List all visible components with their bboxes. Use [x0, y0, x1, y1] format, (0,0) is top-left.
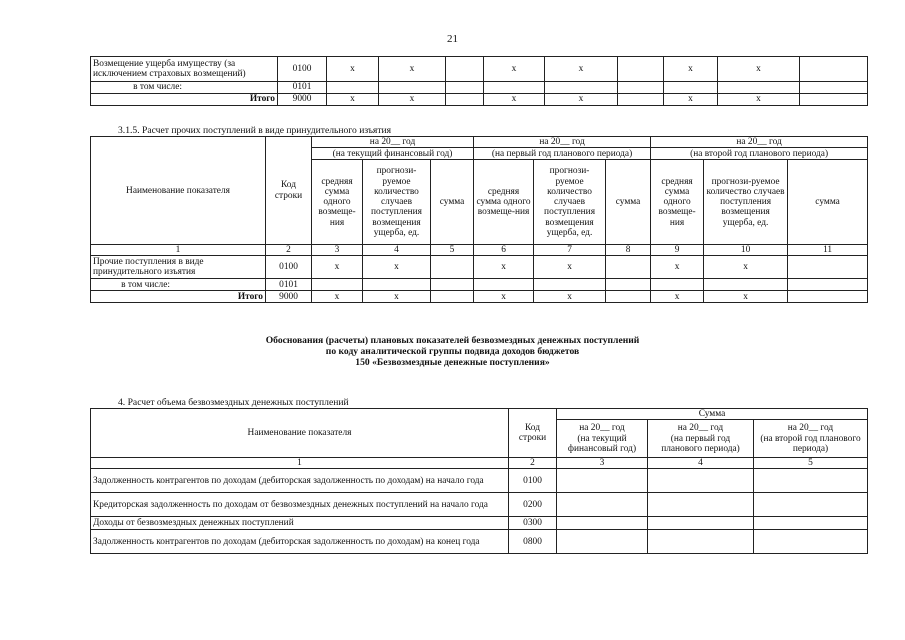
column-number: 3 — [557, 458, 648, 469]
header-avg: средняя сумма одного возмеще-ния — [312, 160, 363, 245]
cell: x — [312, 256, 363, 279]
cell: x — [312, 291, 363, 303]
cell — [446, 94, 484, 106]
cell: x — [363, 256, 431, 279]
header-forecast: прогнози-руемое количество случаев поступления возмещения ущерба, ед. — [534, 160, 606, 245]
heading-line: 150 «Безвозмездные денежные поступления» — [355, 357, 550, 368]
header-period-year: на 20__ год — [787, 423, 834, 434]
cell — [474, 279, 534, 291]
cell — [327, 82, 379, 94]
row-name: Итого — [91, 291, 266, 303]
cell — [431, 256, 474, 279]
row-name: в том числе: — [91, 82, 278, 94]
cell: x — [534, 291, 606, 303]
row-code: 9000 — [278, 94, 327, 106]
column-number: 4 — [363, 245, 431, 256]
cell — [431, 279, 474, 291]
cell — [704, 279, 788, 291]
header-sum: сумма — [788, 160, 868, 245]
column-numbers-row — [91, 458, 868, 469]
row-code: 0100 — [509, 469, 557, 493]
column-number: 5 — [431, 245, 474, 256]
column-numbers-row — [91, 245, 868, 256]
column-number: 10 — [704, 245, 788, 256]
column-number: 8 — [606, 245, 651, 256]
cell — [557, 469, 648, 493]
cell — [754, 530, 868, 554]
cell — [648, 493, 754, 517]
cell: x — [484, 94, 545, 106]
header-period-year: на 20__ год — [579, 423, 625, 434]
row-code: 0100 — [266, 256, 312, 279]
table-315 — [90, 136, 868, 303]
header-period-label: (на второй год планового периода) — [651, 148, 868, 160]
column-number: 5 — [754, 458, 868, 469]
header-period-label: (на текущий финансовый год) — [312, 148, 474, 160]
cell: x — [474, 291, 534, 303]
cell — [484, 82, 545, 94]
section-heading — [0, 335, 905, 368]
table-row — [91, 517, 868, 530]
header-sum: сумма — [431, 160, 474, 245]
heading-line: Обоснования (расчеты) плановых показателей безвозмездных денежных поступлений — [265, 335, 640, 346]
cell: x — [327, 94, 379, 106]
cell — [606, 256, 651, 279]
cell — [788, 291, 868, 303]
row-code: 0101 — [266, 279, 312, 291]
header-period-year: на 20__ год — [312, 137, 474, 148]
cell — [545, 82, 618, 94]
column-number: 1 — [91, 458, 509, 469]
cell — [379, 82, 446, 94]
table-row — [91, 256, 868, 279]
cell — [788, 256, 868, 279]
cell — [606, 291, 651, 303]
section-315-title: 3.1.5. Расчет прочих поступлений в виде принудительного изъятия — [118, 125, 392, 136]
table-row — [91, 469, 868, 493]
cell — [754, 493, 868, 517]
cell — [648, 517, 754, 530]
cell — [648, 530, 754, 554]
row-code: 0101 — [278, 82, 327, 94]
cell — [363, 279, 431, 291]
cell — [534, 279, 606, 291]
cell: x — [651, 256, 704, 279]
header-sum: Сумма — [557, 409, 868, 420]
cell — [800, 57, 868, 82]
header-forecast: прогнози-руемое количество случаев поступления возмещения ущерба, ед. — [704, 160, 788, 245]
header-period-year: на 20__ год — [651, 137, 868, 148]
row-name: Прочие поступления в виде принудительного изъятия — [91, 256, 266, 279]
header-forecast: прогнози-руемое количество случаев поступления возмещения ущерба, ед. — [363, 160, 431, 245]
table-4 — [90, 408, 868, 554]
row-name: Кредиторская задолженность по доходам от безвозмездных денежных поступлений на начало года — [91, 493, 509, 517]
header-name: Наименование показателя — [91, 409, 509, 458]
cell — [651, 279, 704, 291]
cell: x — [664, 94, 718, 106]
column-number: 2 — [509, 458, 557, 469]
header-period-label: (на второй год планового периода) — [760, 433, 861, 454]
header-period-label: (на первый год планового периода) — [474, 148, 651, 160]
cell — [618, 94, 664, 106]
cell: x — [484, 57, 545, 82]
cell — [557, 530, 648, 554]
column-number: 3 — [312, 245, 363, 256]
cell — [800, 94, 868, 106]
cell — [557, 493, 648, 517]
column-number: 4 — [648, 458, 754, 469]
cell — [606, 279, 651, 291]
table-row — [91, 493, 868, 517]
cell — [648, 469, 754, 493]
cell — [788, 279, 868, 291]
row-name: Итого — [91, 94, 278, 106]
row-name: Задолженность контрагентов по доходам (дебиторская задолженность по доходам) на начало года — [91, 469, 509, 493]
cell: x — [474, 256, 534, 279]
cell — [664, 82, 718, 94]
column-number: 9 — [651, 245, 704, 256]
row-code: 0800 — [509, 530, 557, 554]
cell: x — [704, 291, 788, 303]
table-top — [90, 56, 868, 106]
cell: x — [718, 94, 800, 106]
cell: x — [534, 256, 606, 279]
cell — [446, 57, 484, 82]
header-period — [557, 420, 648, 458]
cell — [618, 82, 664, 94]
table-row — [91, 530, 868, 554]
cell — [718, 82, 800, 94]
header-period-label: (на первый год планового периода) — [661, 433, 740, 454]
table-row — [91, 82, 868, 94]
cell: x — [718, 57, 800, 82]
row-name: Возмещение ущерба имуществу (за исключением страховых возмещений) — [91, 57, 278, 82]
row-name: Доходы от безвозмездных денежных поступлений — [91, 517, 509, 530]
cell: x — [704, 256, 788, 279]
table-row — [91, 291, 868, 303]
cell: x — [545, 57, 618, 82]
row-name: в том числе: — [91, 279, 266, 291]
column-number: 6 — [474, 245, 534, 256]
cell: x — [363, 291, 431, 303]
cell: x — [379, 94, 446, 106]
cell: x — [545, 94, 618, 106]
header-name: Наименование показателя — [91, 137, 266, 245]
header-avg: средняя сумма одного возмеще-ния — [474, 160, 534, 245]
cell: x — [379, 57, 446, 82]
cell — [618, 57, 664, 82]
header-period — [648, 420, 754, 458]
table-row — [91, 279, 868, 291]
column-number: 1 — [91, 245, 266, 256]
row-code: 9000 — [266, 291, 312, 303]
row-code: 0100 — [278, 57, 327, 82]
cell — [754, 469, 868, 493]
page-number: 21 — [447, 33, 458, 45]
section-4-title: 4. Расчет объема безвозмездных денежных поступлений — [118, 397, 349, 408]
row-code: 0200 — [509, 493, 557, 517]
header-period-year: на 20__ год — [474, 137, 651, 148]
cell — [431, 291, 474, 303]
table-row — [91, 57, 868, 82]
header-avg: средняя сумма одного возмеще-ния — [651, 160, 704, 245]
header-code: Код строки — [266, 137, 312, 245]
column-number: 2 — [266, 245, 312, 256]
table-row — [91, 94, 868, 106]
cell — [557, 517, 648, 530]
column-number: 11 — [788, 245, 868, 256]
cell — [800, 82, 868, 94]
header-sum: сумма — [606, 160, 651, 245]
column-number: 7 — [534, 245, 606, 256]
header-period — [754, 420, 868, 458]
cell — [446, 82, 484, 94]
heading-line: по коду аналитической группы подвида доходов бюджетов — [325, 346, 580, 357]
cell: x — [664, 57, 718, 82]
header-code: Код строки — [509, 409, 557, 458]
row-name: Задолженность контрагентов по доходам (дебиторская задолженность по доходам) на конец года — [91, 530, 509, 554]
header-period-year: на 20__ год — [677, 423, 724, 434]
header-period-label: (на текущий финансовый год) — [567, 433, 637, 454]
row-code: 0300 — [509, 517, 557, 530]
cell: x — [651, 291, 704, 303]
cell: x — [327, 57, 379, 82]
cell — [312, 279, 363, 291]
cell — [754, 517, 868, 530]
